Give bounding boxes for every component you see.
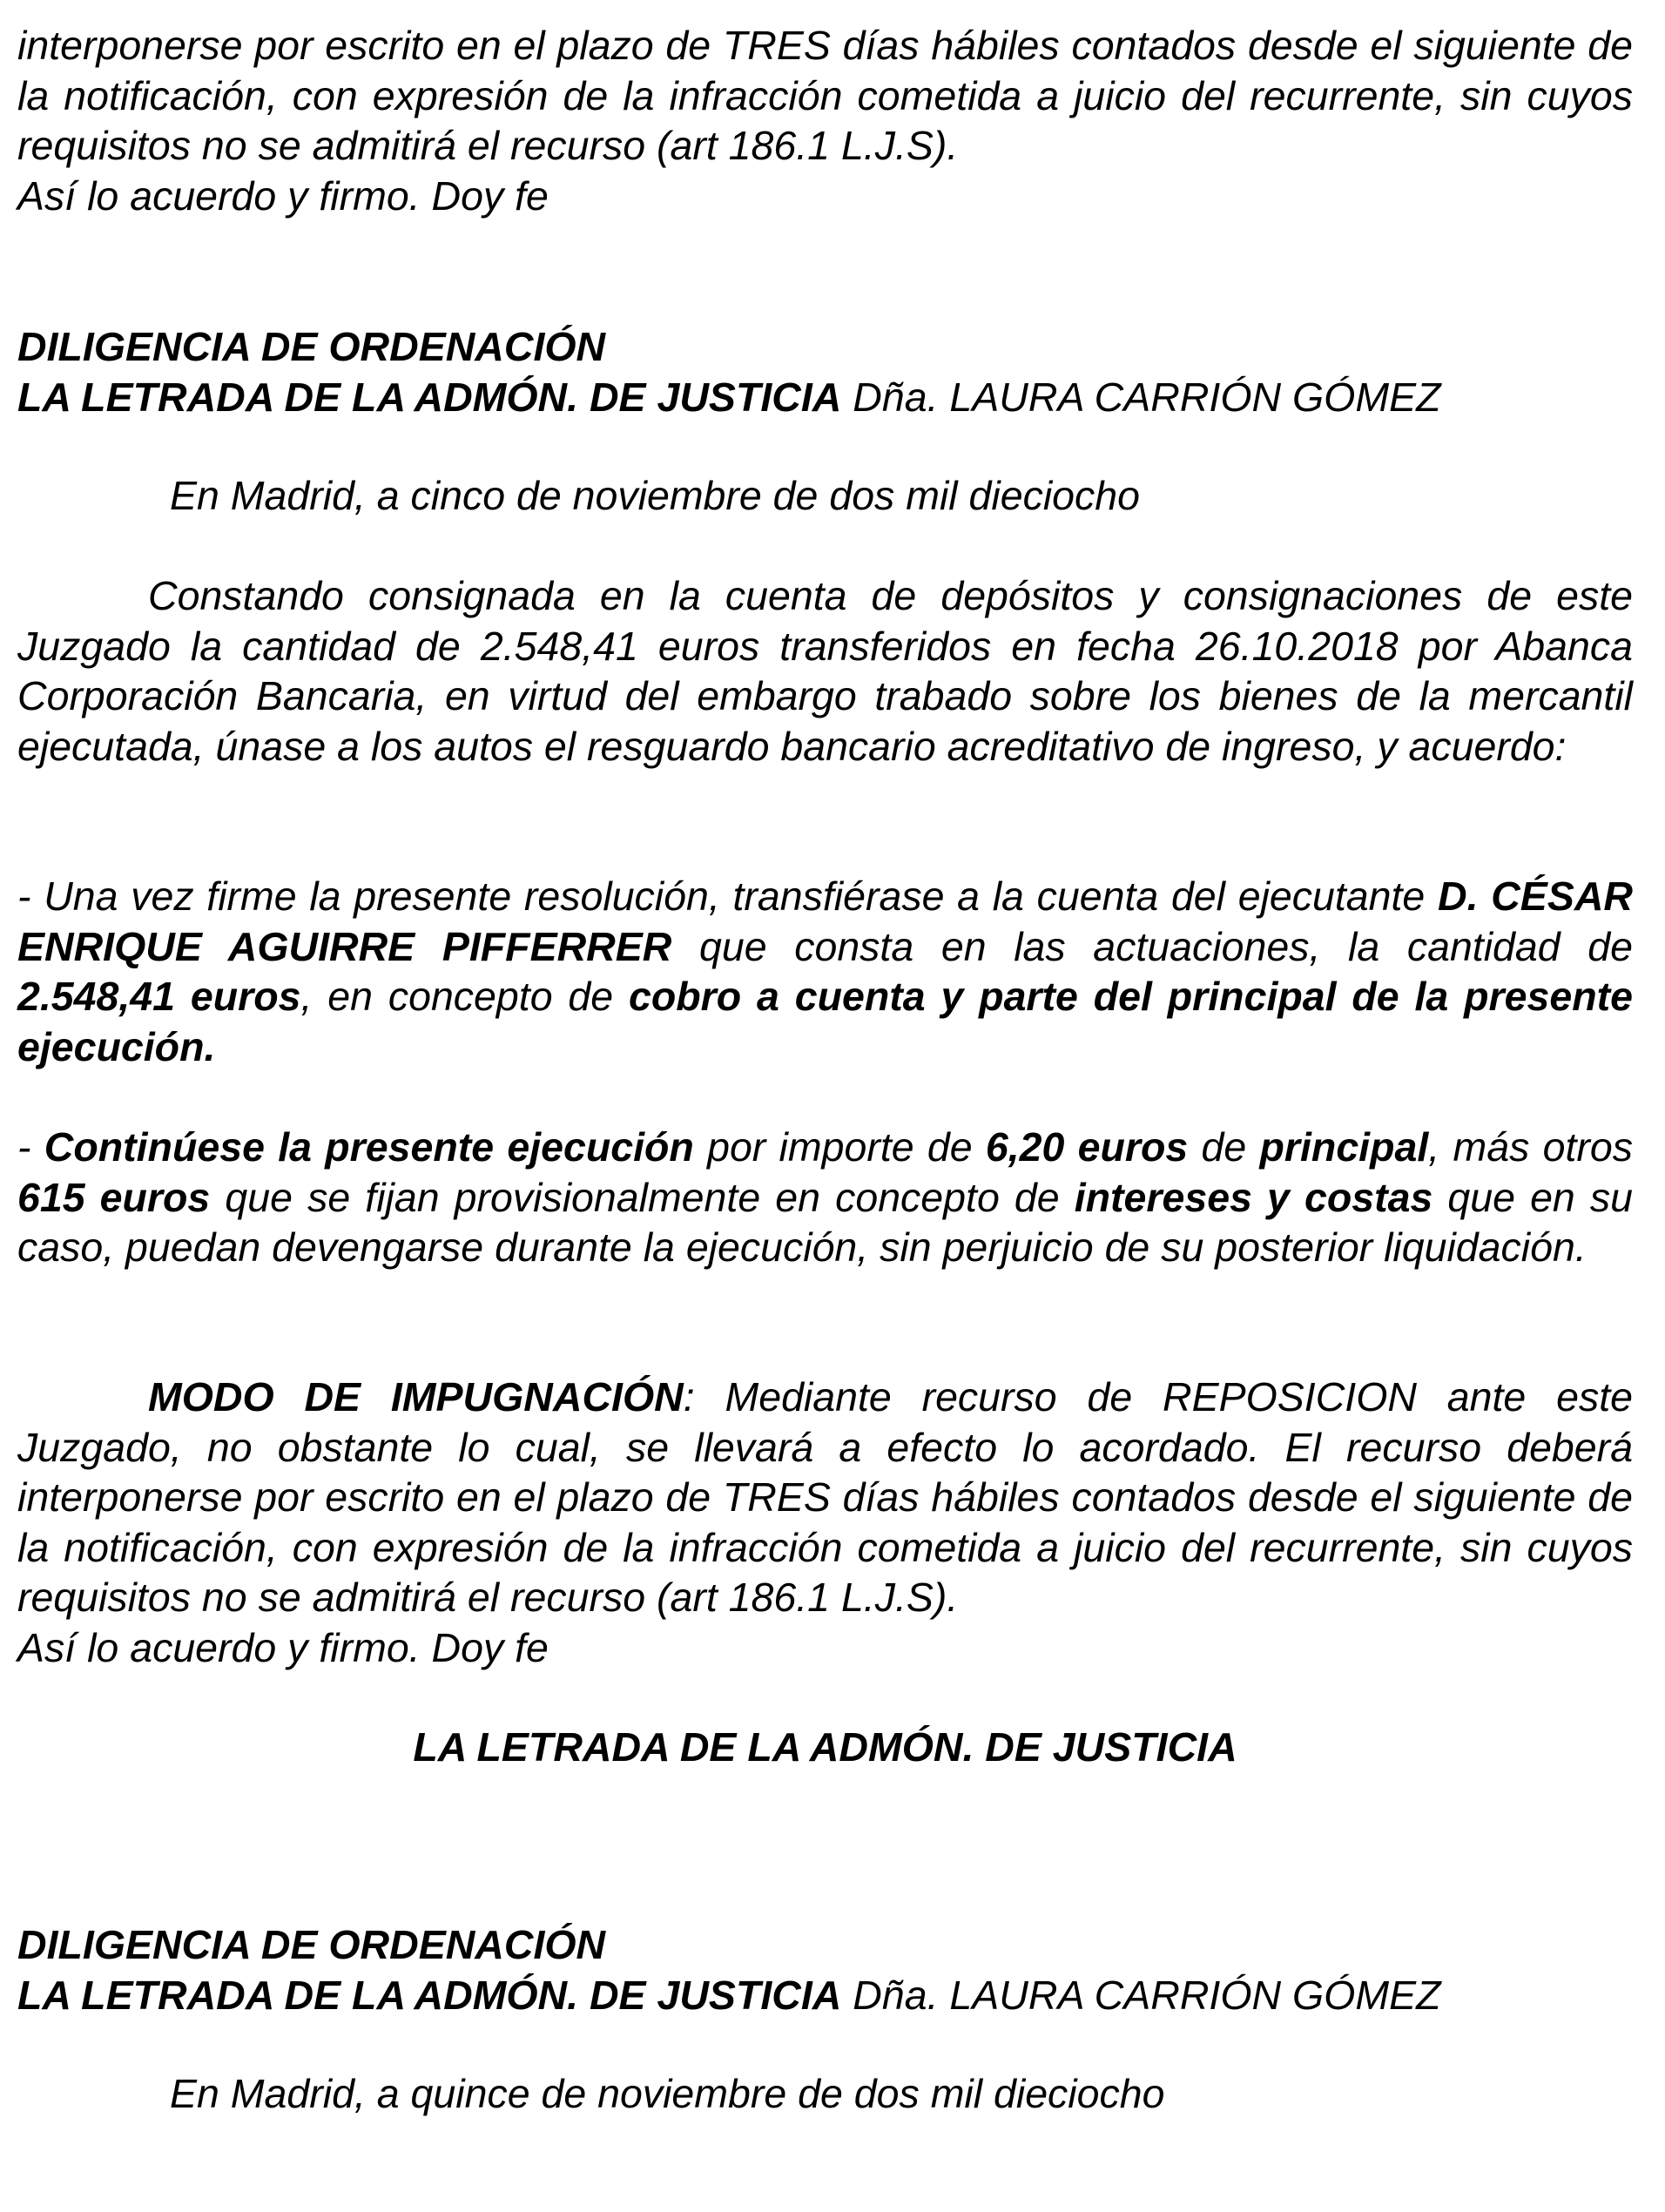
- item-2-principal: principal: [1259, 1124, 1429, 1170]
- diligencia-2-date-block: [17, 2069, 1633, 2120]
- item-2-text: [17, 1123, 1633, 1273]
- item-1-t2: que consta en las actuaciones, la cantidad de: [671, 923, 1633, 969]
- item-2-t3: de: [1188, 1124, 1260, 1170]
- item-2-t6: que en su caso, puedan devengarse durante la ejecución, sin perjuicio de su posterior liquidación.: [17, 1174, 1633, 1271]
- diligencia-1-official-title: LA LETRADA DE LA ADMÓN. DE JUSTICIA: [17, 374, 842, 420]
- diligencia-2-heading: DILIGENCIA DE ORDENACIÓN: [17, 1922, 606, 1967]
- item-2-t1: -: [17, 1124, 44, 1170]
- top-fragment: [17, 21, 1633, 221]
- impugnacion-label: MODO DE IMPUGNACIÓN: [148, 1374, 684, 1420]
- item-1-t1: - Una vez firme la presente resolución, transfiérase a la cuenta del ejecutante: [17, 873, 1439, 919]
- diligencia-1-date-block: [17, 471, 1633, 522]
- diligencia-1-body: Constando consignada en la cuenta de depósitos y consignaciones de este Juzgado la cantidad de 2.548,41 euros transferidos en fecha 26.10.2018 por Abanca Corporación Bancaria, en virtud del embargo trabado sobre los bienes de la mercantil ejecutada, únase a los autos el resguardo bancario acreditativo de ingreso, y acuerdo:: [17, 573, 1633, 769]
- impugnacion-closing: Así lo acuerdo y firmo. Doy fe: [17, 1624, 549, 1670]
- item-2-t4: , más otros: [1428, 1124, 1633, 1170]
- item-2-t5: que se fijan provisionalmente en concepto de: [210, 1174, 1075, 1220]
- top-fragment-text: interponerse por escrito en el plazo de TRES días hábiles contados desde el siguiente de la notificación, con expresión de la infracción cometida a juicio del recurrente, sin cuyos requisitos no se admitirá el recurso (art 186.1 L.J.S).: [17, 23, 1633, 169]
- impugnacion-body: : Mediante recurso de REPOSICION ante este Juzgado, no obstante lo cual, se llevará a efecto lo acordado. El recurso deberá interponerse por escrito en el plazo de TRES días hábiles contados desde el siguiente de la notificación, con expresión de la infracción cometida a juicio del recurrente, sin cuyos requisitos no se admitirá el recurso (art 186.1 L.J.S).: [17, 1374, 1634, 1621]
- item-1-concepto: cobro a cuenta y parte del principal de la presente ejecución.: [17, 974, 1633, 1069]
- item-1-t3: , en concepto de: [300, 974, 629, 1020]
- diligencia-1-date: En Madrid, a cinco de noviembre de dos mil dieciocho: [170, 473, 1141, 518]
- diligencia-2-header: [17, 1920, 1633, 2020]
- diligencia-1-body-block: [17, 571, 1633, 772]
- diligencia-1-heading: DILIGENCIA DE ORDENACIÓN: [17, 324, 606, 369]
- item-2-t2: por importe de: [693, 1124, 986, 1170]
- diligencia-1-item-2: [17, 1123, 1633, 1273]
- diligencia-1-impugnacion: [17, 1372, 1633, 1674]
- diligencia-2-official-name: Dña. LAURA CARRIÓN GÓMEZ: [853, 1972, 1441, 2018]
- item-2-principal-amount: 6,20 euros: [985, 1124, 1189, 1170]
- item-2-continuese: Continúese la presente ejecución: [44, 1124, 694, 1170]
- diligencia-2-date: En Madrid, a quince de noviembre de dos mil dieciocho: [170, 2071, 1165, 2116]
- diligencia-2-official: [17, 1971, 1633, 2021]
- item-1-text: [17, 872, 1633, 1072]
- diligencia-1-signature-block: [17, 1723, 1633, 1773]
- diligencia-1-item-1: [17, 872, 1633, 1072]
- item-1-amount: 2.548,41 euros: [17, 974, 301, 1020]
- item-2-costs-amount: 615 euros: [17, 1174, 211, 1220]
- diligencia-1-signature: LA LETRADA DE LA ADMÓN. DE JUSTICIA: [413, 1724, 1237, 1770]
- impugnacion-text: [17, 1372, 1633, 1623]
- item-1-ejecutante: D. CÉSAR ENRIQUE AGUIRRE PIFFERRER: [17, 873, 1634, 969]
- diligencia-1-official: [17, 373, 1633, 423]
- diligencia-1-header: [17, 322, 1633, 422]
- diligencia-1-official-name: Dña. LAURA CARRIÓN GÓMEZ: [853, 374, 1441, 420]
- top-fragment-closing: Así lo acuerdo y firmo. Doy fe: [17, 172, 549, 219]
- item-2-intereses: intereses y costas: [1074, 1174, 1433, 1220]
- diligencia-2-official-title: LA LETRADA DE LA ADMÓN. DE JUSTICIA: [17, 1972, 842, 2018]
